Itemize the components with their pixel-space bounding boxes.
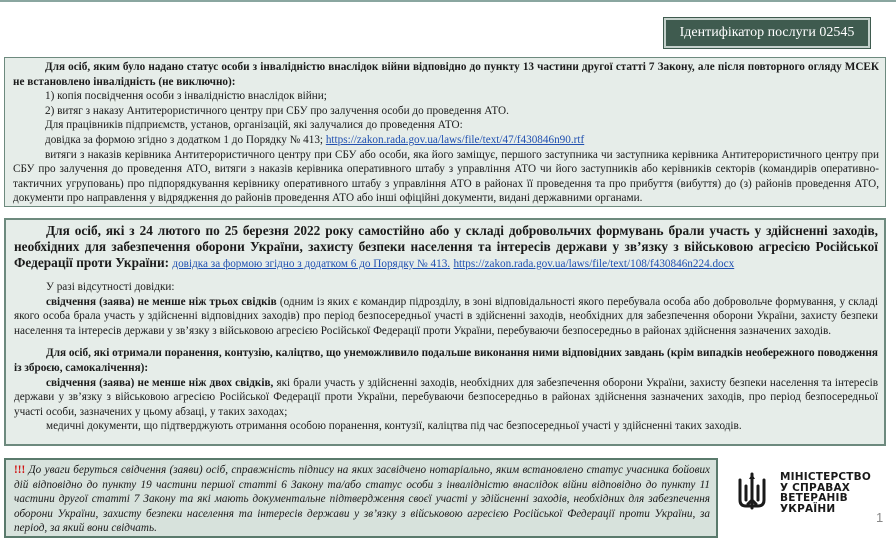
section1-item1: 1) копія посвідчення особи з інвалідністю внаслідок війни; (45, 90, 327, 103)
top-divider (0, 0, 896, 2)
ministry-logo (730, 468, 870, 528)
section2-absence-label: У разі відсутності довідки: (46, 281, 175, 293)
section2-injury-heading: Для осіб, які отримали поранення, контузію, каліцтво, що унеможливило подальше виконання ними відповідних завдань (крім випадків необережного поводження із зброєю, самокалічення): (14, 347, 878, 374)
section2-medical: медичні документи, що підтверджують отримання особою поранення, контузії, каліцтва під час безпосередньої участі у здійсненні таких заходів. (46, 420, 742, 433)
section1-heading: Для осіб, яким було надано статус особи з інвалідністю внаслідок війни відповідно до пункту 13 частини другої статті 7 Закону, але після повторного огляду МСЕК не встановлено інвалідність (не виключно): (13, 61, 879, 88)
section2-form-url[interactable]: https://zakon.rada.gov.ua/laws/file/text/108/f430846n224.docx (453, 258, 735, 270)
page-number: 1 (876, 510, 884, 525)
section2-form-link[interactable]: довідка за формою згідно з додатком 6 до Порядку № 413. (172, 258, 451, 270)
section-volunteer-defense (4, 218, 886, 446)
section2-heading: Для осіб, які з 24 лютого по 25 березня 2022 року самостійно або у складі добровольчих формувань брали участь у здійсненні заходів, необхідних для забезпечення оборони України, захисту безпеки населення та інтересів держави у зв’язку з військовою агресією Російської Федерації проти України: довідка за формою згідно з додатком 6 до Порядку № 413. https://zakon.rada.gov.ua/laws/file/text/108/f430846n224.docx (14, 223, 878, 270)
section1-item2: 2) витяг з наказу Антитерористичного центру при СБУ про залучення особи до проведення АТО. (45, 104, 509, 117)
section1-form-link[interactable]: https://zakon.rada.gov.ua/laws/file/text/47/f430846n90.rtf (325, 133, 585, 146)
section1-item4 (13, 133, 879, 148)
trident-emblem-icon (730, 470, 774, 514)
ministry-name: МІНІСТЕРСТВО У СПРАВАХ ВЕТЕРАНІВ УКРАЇНИ (780, 471, 871, 515)
service-id-badge: Ідентифікатор послуги 02545 (664, 18, 870, 48)
note-text: До уваги беруться свідчення (заяви) осіб, справжність підпису на яких засвідчено нотаріально, яким встановлено статус учасника бойових дій відповідно до пункту 19 частини першої статті 6 Закону та/або статус особи з інвалідністю внаслідок війни відповідно до пункту 11 частини другої статті 7 Закону та які мають документальне підтвердження своєї участі у здійсненні заходів, необхідних для забезпечення оборони України, захисту безпеки населення та інтересів держави у зв’язку з військовою агресією Російської Федерації проти України, за період, за який вони свідчать. (14, 464, 711, 535)
note-box (4, 458, 718, 538)
section2-witness2: свідчення (заява) не менше ніж двох свідків, які брали участь у здійсненні заходів, необхідних для забезпечення оборони України, захисту безпеки населення та інтересів держави у зв’язку з військовою агресією Російської Федерації проти України, перебуваючи безпосередньо в районах здійснення зазначених заходів, про період безпосередньої участі особи, зазначених у цьому абзаці, у таких заходах; (14, 376, 879, 418)
section2-witness3: свідчення (заява) не менше ніж трьох свідків (одним із яких є командир підрозділу, в зоні відповідальності якого перебувала особа або добровольче формування, у складі якого особа брала участь у здійсненні відповідних заходів) про період безпосередньої участі в здійсненні заходів, необхідних для забезпечення оборони України, захисту безпеки населення та інтересів держави у зв’язку з військовою агресією Російської Федерації проти України, перебуваючи безпосередньо в районах здійснення зазначених заходів. (14, 295, 878, 337)
section1-paragraph: витяги з наказів керівника Антитерористичного центру при СБУ або особи, яка його заміщує, першого заступника чи заступника керівника Антитерористичного центру при СБУ про залучення до проведення АТО, витяги з наказів керівника оперативного штабу з управління АТО чи його заступників або керівників секторів (командирів оперативно-тактичних угруповань) про підпорядкування керівнику оперативного штабу з управління АТО в районах її проведення та про прибуття (вибуття) до (з) районів проведення АТО, документи про направлення у відрядження до районів проведення АТО або інші офіційні документи, видані державними органами. (13, 148, 879, 205)
section1-item4-text: довідка за формою згідно з додатком 1 до Порядку № 413; (45, 133, 324, 146)
section1-item3: Для працівників підприємств, установ, організацій, які залучалися до проведення АТО: (45, 119, 463, 132)
section-disability-status (4, 57, 886, 207)
warning-marker: !!! (14, 464, 26, 476)
